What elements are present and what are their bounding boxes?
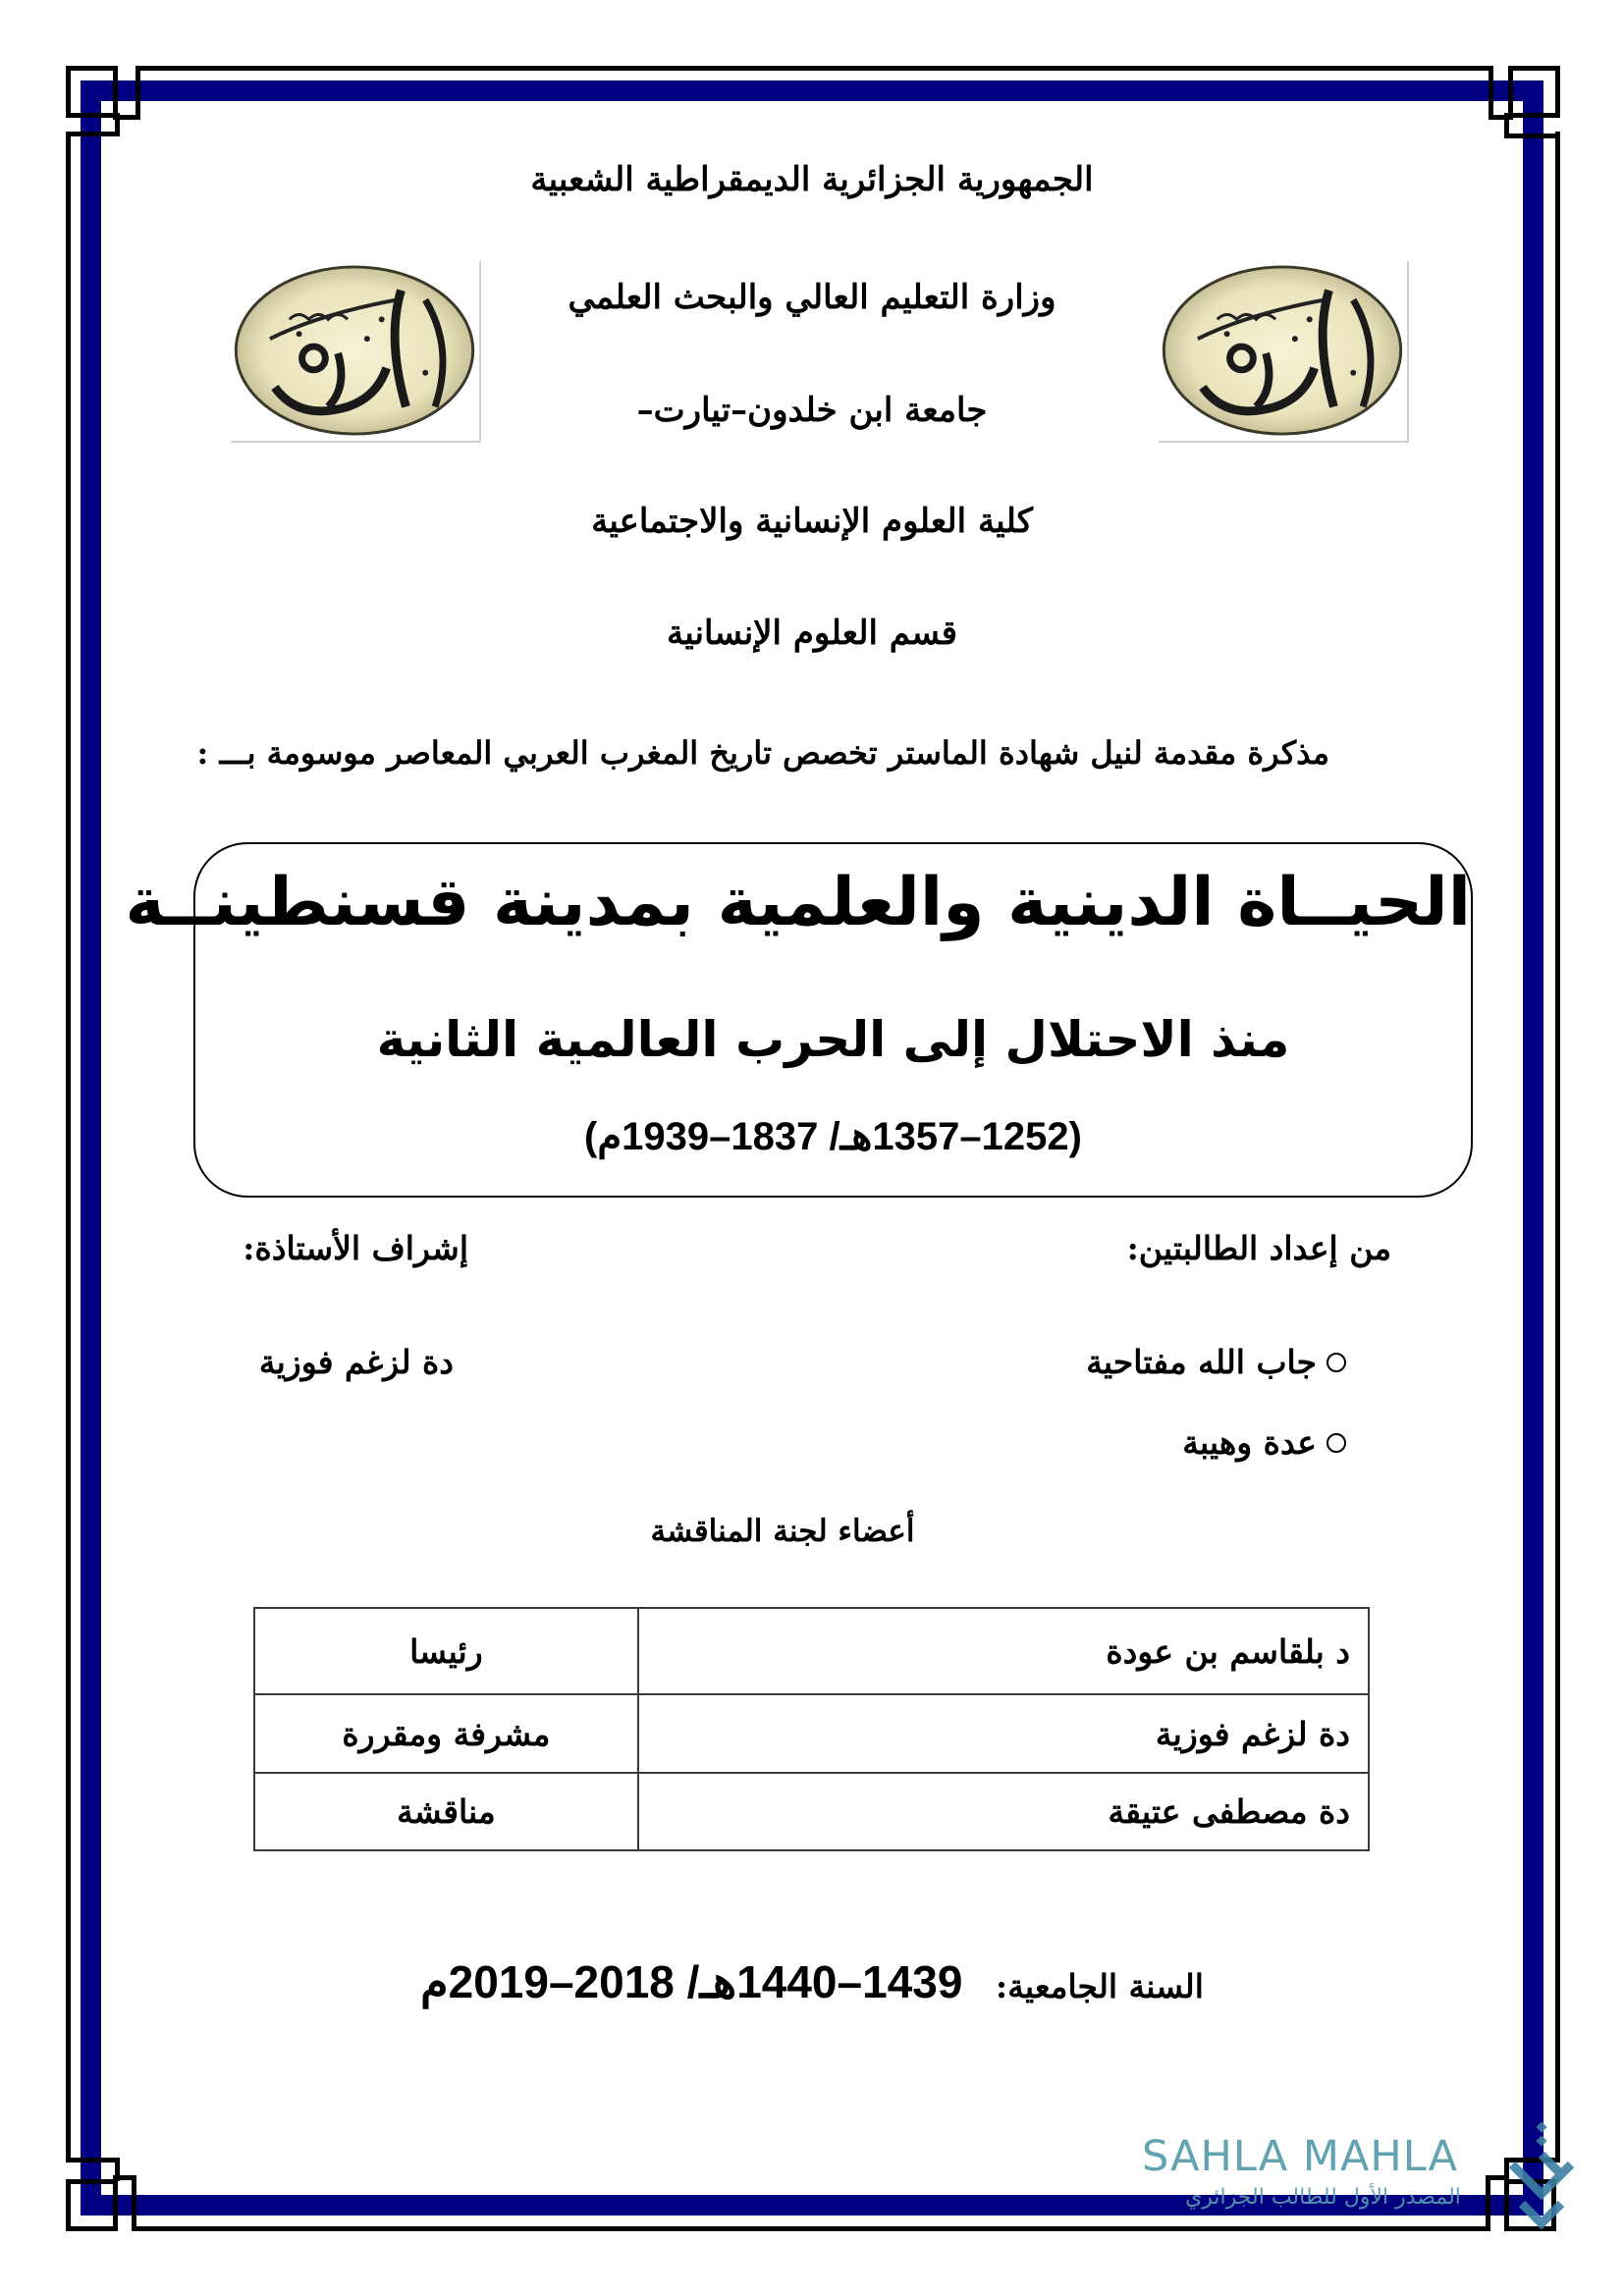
frame-line-top — [135, 66, 1489, 71]
academic-year-value: 1439–1440هـ/ 2018–2019م — [420, 1956, 963, 2007]
frame-corner-top-right-h2 — [1504, 133, 1560, 138]
committee-table — [253, 1607, 1370, 1851]
frame-band-top — [81, 80, 1543, 101]
university-name: جامعة ابن خلدون–تيارت– — [636, 391, 988, 430]
frame-line-left — [66, 132, 71, 2160]
frame-corner-top-right-v — [1489, 66, 1493, 120]
watermark-logo-icon — [1502, 2115, 1581, 2233]
students-label: من إعداد الطالبتين: — [1126, 1229, 1391, 1267]
frame-corner-bottom-left-h2 — [113, 2175, 136, 2180]
frame-corner-top-left-h2 — [66, 132, 120, 136]
thesis-title-box — [125, 842, 1473, 1198]
academic-year — [0, 1955, 1624, 2008]
frame-corner-top-left — [66, 66, 118, 118]
supervisor-label: إشراف الأستاذة: — [243, 1229, 468, 1267]
member-role: مشرفة ومقررة — [254, 1694, 638, 1773]
frame-corner-top-right-h — [1489, 115, 1513, 120]
faculty-name: كلية العلوم الإنسانية والاجتماعية — [591, 502, 1033, 541]
circle-bullet-icon — [1326, 1433, 1346, 1453]
student-name: عدة وهيبة — [1182, 1423, 1317, 1462]
university-logo-right — [1159, 261, 1409, 443]
watermark-brand: SAHLA MAHLA — [1142, 2132, 1459, 2181]
member-role: مناقشة — [254, 1773, 638, 1850]
committee-heading: أعضاء لجنة المناقشة — [650, 1514, 915, 1549]
member-name: دة مصطفى عتيقة — [638, 1773, 1369, 1850]
university-emblem-icon — [231, 261, 479, 441]
circle-bullet-icon — [1326, 1353, 1346, 1372]
frame-line-right — [1555, 132, 1560, 2160]
student-item — [1086, 1343, 1346, 1381]
watermark-tagline: المصدر الأول للطالب الجزائري — [1185, 2185, 1461, 2210]
student-item — [1182, 1423, 1346, 1462]
university-logo-left — [231, 261, 481, 443]
university-emblem-icon — [1159, 261, 1407, 441]
thesis-title: الحيــاة الدينية والعلمية بمدينة قسنطينــة — [125, 864, 1471, 941]
frame-corner-bottom-left-v2 — [132, 2175, 136, 2231]
supervisor-name: دة لزغم فوزية — [258, 1343, 454, 1381]
frame-corner-top-left-v2 — [115, 113, 120, 136]
ministry-name: وزارة التعليم العالي والبحث العلمي — [568, 278, 1056, 317]
table-row — [254, 1694, 1369, 1773]
frame-line-bottom — [135, 2226, 1489, 2231]
frame-corner-top-right-v2 — [1504, 113, 1509, 138]
thesis-dates: (1252–1357هـ/ 1837–1939م) — [584, 1115, 1082, 1158]
member-name: دة لزغم فوزية — [638, 1694, 1369, 1773]
frame-corner-top-right — [1508, 66, 1560, 118]
table-row — [254, 1773, 1369, 1850]
department-name: قسم العلوم الإنسانية — [667, 614, 957, 653]
frame-corner-bottom-left-h — [66, 2158, 120, 2163]
member-role: رئيسا — [254, 1608, 638, 1694]
table-row — [254, 1608, 1369, 1694]
frame-corner-bottom-left — [66, 2179, 118, 2231]
academic-year-label: السنة الجامعية: — [996, 1967, 1204, 2005]
frame-corner-top-left-v — [135, 66, 140, 120]
thesis-subtitle: منذ الاحتلال إلى الحرب العالمية الثانية — [376, 1011, 1290, 1068]
student-name: جاب الله مفتاحية — [1086, 1343, 1317, 1381]
thesis-intro: مذكرة مقدمة لنيل شهادة الماستر تخصص تاريخ المغرب العربي المعاصر موسومة بـــ : — [196, 734, 1329, 772]
member-name: د بلقاسم بن عودة — [638, 1608, 1369, 1694]
republic-name: الجمهورية الجزائرية الديمقراطية الشعبية — [530, 160, 1094, 199]
